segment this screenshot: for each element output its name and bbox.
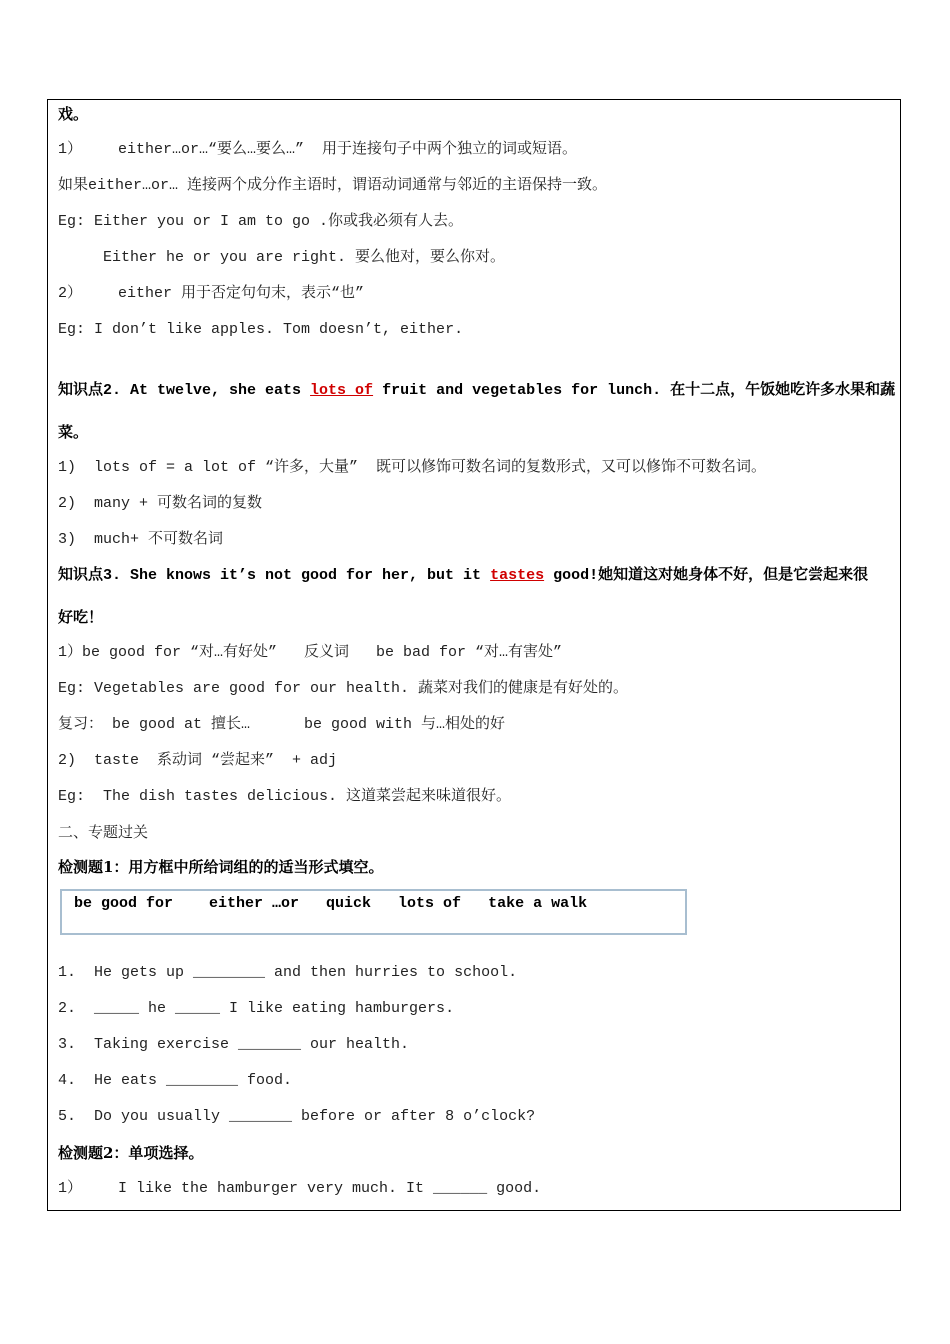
text-line: Eg: The dish tastes delicious. 这道菜尝起来味道很好。 [58,788,512,805]
question: 5. Do you usually _______ before or after 8 o’clock? [58,1108,536,1125]
question: 1. He gets up ________ and then hurries to school. [58,964,518,981]
text-line: Either he or you are right. 要么他对，要么你对。 [58,249,506,266]
exercise-title-1: 检测题1：用方框中所给词组的的适当形式填空。 [58,858,384,876]
question: 1） I like the hamburger very much. It ______ good. [58,1180,542,1197]
text-line: 1） either…or…“要么…要么…” 用于连接句子中两个独立的词或短语。 [58,141,578,158]
text-line: Eg: I don’t like apples. Tom doesn’t, either. [58,321,464,338]
question: 2. _____ he _____ I like eating hamburgers. [58,1000,455,1017]
text-line: 菜。 [58,423,89,441]
text-line: 2) taste 系动词 “尝起来” + adj [58,752,338,769]
text-line: 3) much+ 不可数名词 [58,531,224,548]
text-line: 好吃！ [58,608,104,626]
text-line: Eg: Vegetables are good for our health. 蔬菜对我们的健康是有好处的。 [58,680,629,697]
knowledge-point-2: 知识点2. At twelve, she eats lots of fruit and vegetables for lunch. 在十二点，午饭她吃许多水果和蔬 [58,382,896,399]
text-line: 如果either…or… 连接两个成分作主语时，谓语动词通常与邻近的主语保持一致。 [58,177,608,194]
exercise-title-2: 检测题2：单项选择。 [58,1144,204,1162]
word-bank: be good for either …or quick lots of take a walk [74,895,588,912]
text-line: 复习： be good at 擅长… be good with 与…相处的好 [58,716,506,733]
lesson-page [47,99,901,1211]
text-line: 2) many + 可数名词的复数 [58,495,263,512]
text-line: Eg: Either you or I am to go .你或我必须有人去。 [58,213,464,230]
text-line: 戏。 [58,105,89,123]
question: 4. He eats ________ food. [58,1072,293,1089]
knowledge-point-3: 知识点3. She knows it’s not good for her, but it tastes good!她知道这对她身体不好，但是它尝起来很 [58,567,869,584]
section-heading: 二、专题过关 [58,823,149,841]
text-line: 1) lots of = a lot of “许多，大量” 既可以修饰可数名词的复数形式，又可以修饰不可数名词。 [58,459,767,476]
question: 3. Taking exercise _______ our health. [58,1036,410,1053]
word-bank-box [60,889,687,935]
text-line: 2） either 用于否定句句末，表示“也” [58,285,365,302]
text-line: 1）be good for “对…有好处” 反义词 be bad for “对…有害处” [58,644,563,661]
